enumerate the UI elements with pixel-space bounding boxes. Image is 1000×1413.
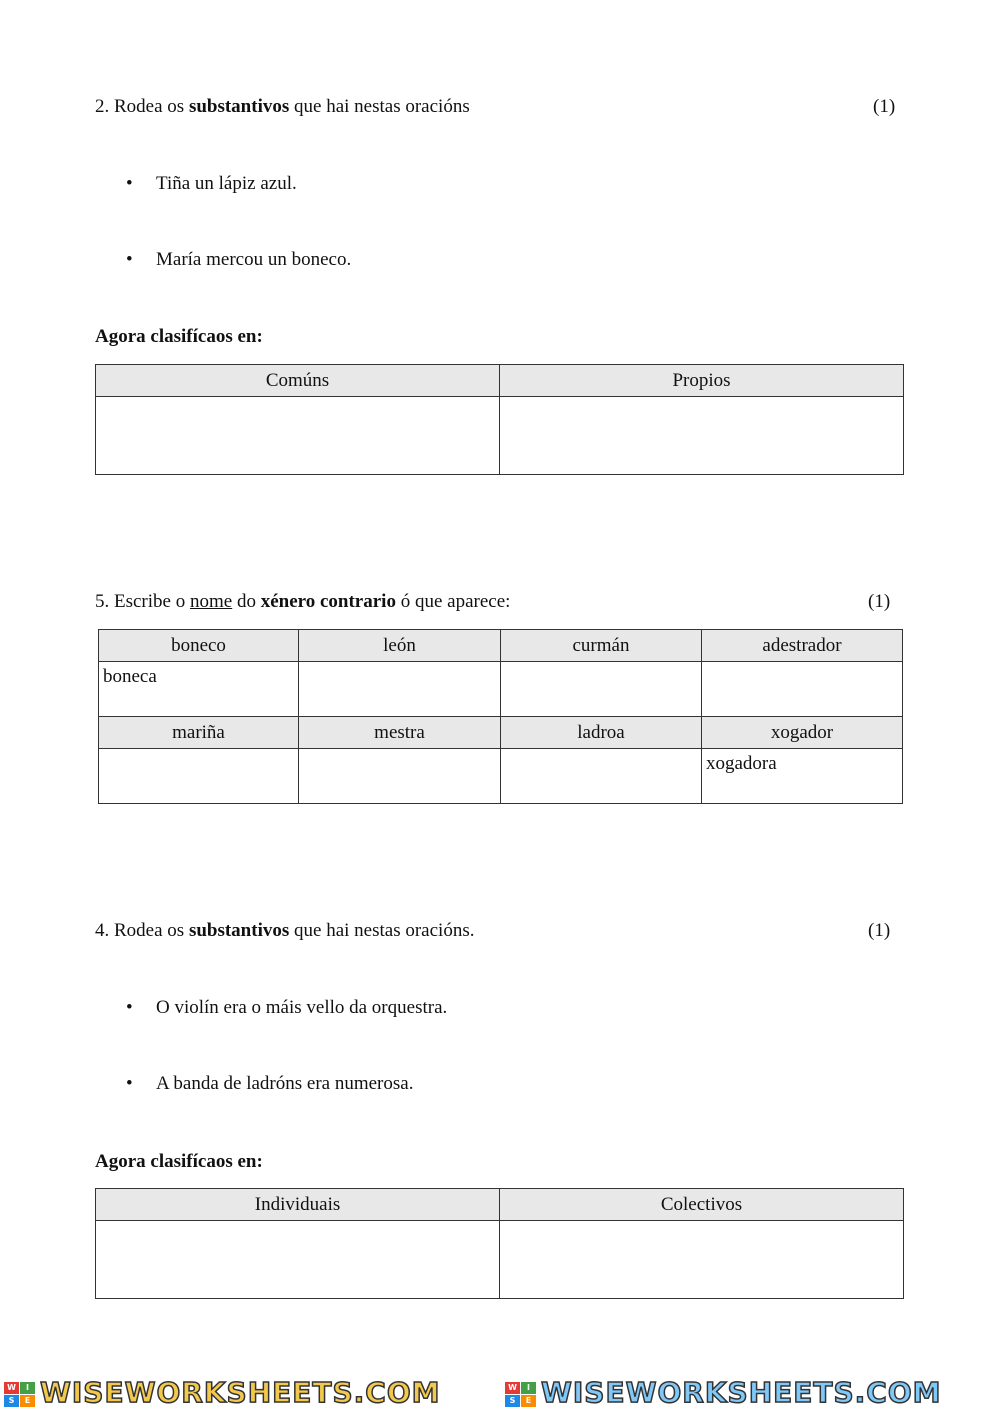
answer-cell[interactable] <box>299 662 501 717</box>
word-leon: león <box>299 630 501 662</box>
section2-instruction: 2. Rodea os substantivos que hai nestas oracións <box>95 96 470 117</box>
section4-sentence-2[interactable]: • A banda de ladróns era numerosa. <box>126 1073 414 1094</box>
section4-score: (1) <box>868 920 891 941</box>
answer-cell[interactable]: boneca <box>99 662 299 717</box>
section5-instruction: 5. Escribe o nome do xénero contrario ó que aparece: <box>95 591 511 612</box>
answer-cell[interactable] <box>299 749 501 804</box>
section2-classify-label: Agora clasifícaos en: <box>95 326 263 347</box>
section4-classify-table <box>95 1188 904 1299</box>
watermark-text: WISEWORKSHEETS.COM <box>541 1376 942 1409</box>
answer-cell-comuns[interactable] <box>96 397 500 475</box>
word-mestra: mestra <box>299 717 501 749</box>
word-curman: curmán <box>501 630 702 662</box>
section2-sentence-2[interactable]: • María mercou un boneco. <box>126 249 352 270</box>
section4-sentence-1[interactable]: • O violín era o máis vello da orquestra. <box>126 997 448 1018</box>
word-xogador: xogador <box>702 717 903 749</box>
wiseworksheets-logo-icon: W I S E <box>4 1382 36 1408</box>
answer-cell[interactable]: xogadora <box>702 749 903 804</box>
word-marina: mariña <box>99 717 299 749</box>
answer-cell-propios[interactable] <box>500 397 904 475</box>
bullet-icon: • <box>126 1073 133 1094</box>
answer-cell[interactable] <box>99 749 299 804</box>
table-header-colectivos: Colectivos <box>500 1189 904 1221</box>
watermark-text: WISEWORKSHEETS.COM <box>40 1376 441 1409</box>
table-header-propios: Propios <box>500 365 904 397</box>
bullet-icon: • <box>126 173 133 194</box>
section4-classify-label: Agora clasifícaos en: <box>95 1151 263 1172</box>
section2-score: (1) <box>873 96 896 117</box>
table-header-comuns: Comúns <box>96 365 500 397</box>
answer-cell[interactable] <box>501 662 702 717</box>
answer-cell-individuais[interactable] <box>96 1221 500 1299</box>
section2-classify-table <box>95 364 904 475</box>
bullet-icon: • <box>126 997 133 1018</box>
section5-score: (1) <box>868 591 891 612</box>
section5-gender-table <box>98 629 903 804</box>
watermark-footer <box>0 1372 1000 1413</box>
answer-cell[interactable] <box>501 749 702 804</box>
section4-instruction: 4. Rodea os substantivos que hai nestas oracións. <box>95 920 475 941</box>
word-boneco: boneco <box>99 630 299 662</box>
section2-sentence-1[interactable]: • Tiña un lápiz azul. <box>126 173 297 194</box>
answer-cell[interactable] <box>702 662 903 717</box>
wiseworksheets-logo-icon: W I S E <box>505 1382 537 1408</box>
table-header-individuais: Individuais <box>96 1189 500 1221</box>
bullet-icon: • <box>126 249 133 270</box>
answer-cell-colectivos[interactable] <box>500 1221 904 1299</box>
word-ladroa: ladroa <box>501 717 702 749</box>
word-adestrador: adestrador <box>702 630 903 662</box>
